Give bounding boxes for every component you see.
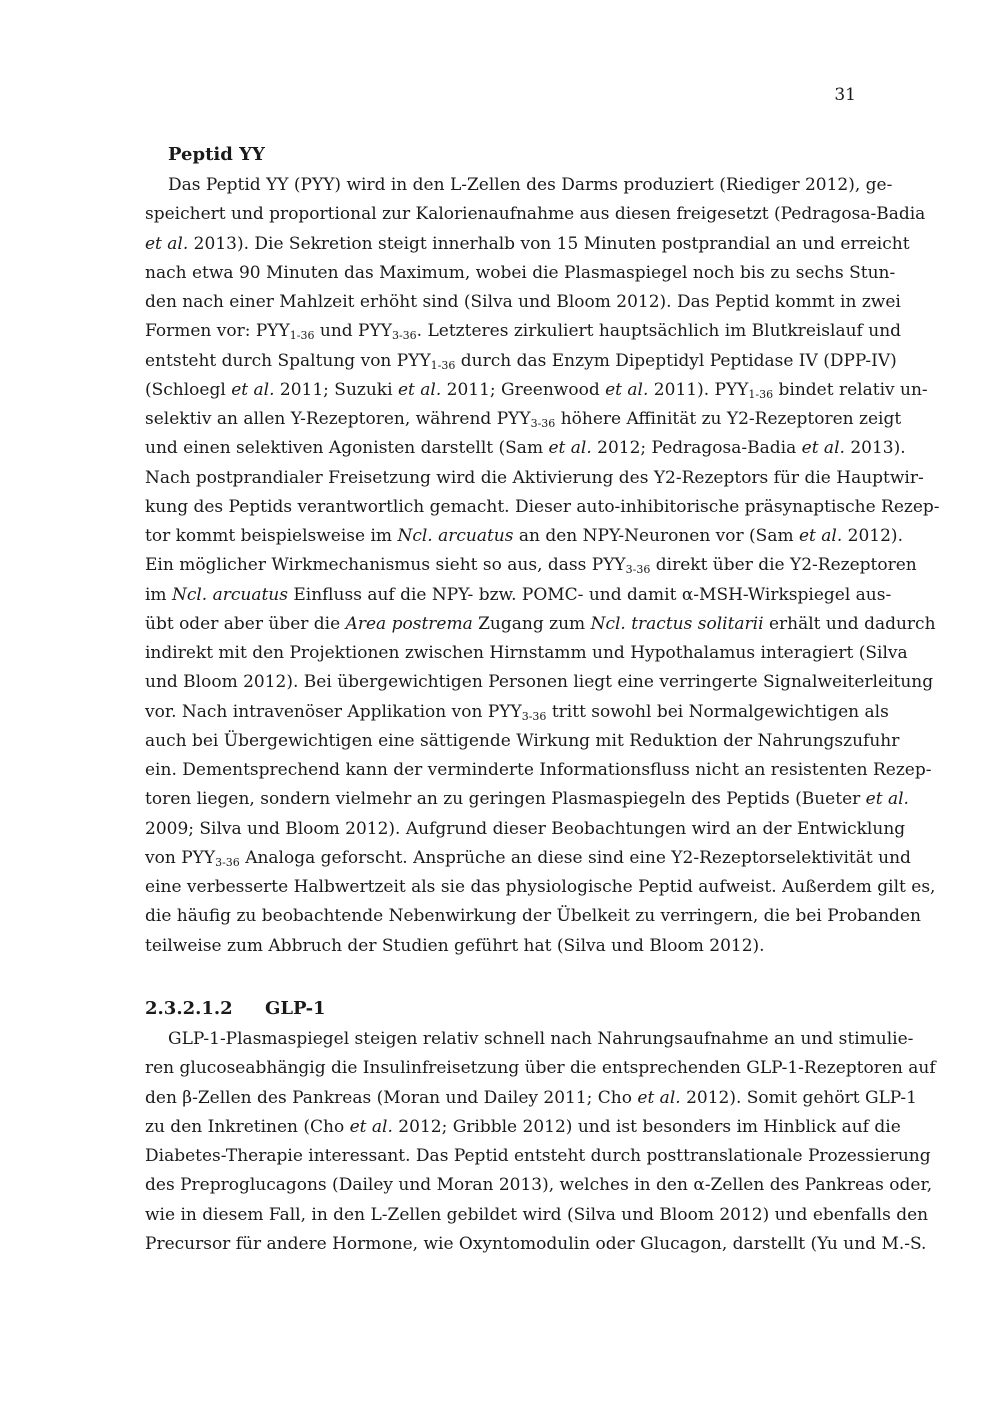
text-line: ren glucoseabhängig die Insulinfreisetzung über die entsprechenden GLP-1-Rezeptoren auf xyxy=(145,1058,936,1079)
text-line: entsteht durch Spaltung von $PYY_{1-36}$ durch das Enzym Dipeptidyl Peptidase IV (DPP-IV) xyxy=(145,350,897,372)
text-line: tor kommt beispielsweise im Ncl. arcuatus an den NPY-Neuronen vor (Sam et al. 2012). xyxy=(145,526,903,546)
section-title: GLP-1 xyxy=(265,998,326,1019)
text-line: Formen vor: $PYY_{1-36}$ und $PYY_{3-36}$. Letzteres zirkuliert hauptsächlich im Blutkreislauf und xyxy=(145,321,902,343)
text-line: nach etwa 90 Minuten das Maximum, wobei die Plasmaspiegel noch bis zu sechs Stun- xyxy=(145,262,896,283)
text-line: des Preproglucagons (Dailey und Moran 2013), welches in den α-Zellen des Pankreas oder, xyxy=(145,1175,933,1196)
text-line: kung des Peptids verantwortlich gemacht. Dieser auto-inhibitorische präsynaptische Rezep- xyxy=(145,496,940,517)
text-line: selektiv an allen Y-Rezeptoren, während $PYY_{3-36}$ höhere Affinität zu Y2-Rezeptoren zeigt xyxy=(145,409,902,430)
text-line: im Ncl. arcuatus Einfluss auf die NPY- bzw. POMC- und damit α-MSH-Wirkspiegel aus- xyxy=(145,584,892,605)
section-number: 2.3.2.1.2 xyxy=(145,998,233,1019)
text-line: auch bei Übergewichtigen eine sättigende Wirkung mit Reduktion der Nahrungszufuhr xyxy=(145,730,900,751)
text-line: den nach einer Mahlzeit erhöht sind (Silva und Bloom 2012). Das Peptid kommt in zwei xyxy=(145,292,901,312)
paragraph-peptid-yy xyxy=(145,171,940,961)
text-line: indirekt mit den Projektionen zwischen Hirnstamm und Hypothalamus interagiert (Silva xyxy=(145,643,908,663)
text-line: GLP-1-Plasmaspiegel steigen relativ schnell nach Nahrungsaufnahme an und stimulie- xyxy=(168,1029,914,1049)
text-line: von $PYY_{3-36}$ Analoga geforscht. Ansprüche an diese sind eine Y2-Rezeptorselektivität und xyxy=(145,847,911,869)
text-line: übt oder aber über die Area postrema Zugang zum Ncl. tractus solitarii erhält und dadurch xyxy=(145,613,936,634)
text-line: zu den Inkretinen (Cho et al. 2012; Gribble 2012) und ist besonders im Hinblick auf die xyxy=(145,1116,901,1137)
text-line: Das Peptid YY (PYY) wird in den L-Zellen des Darms produziert (Riediger 2012), ge- xyxy=(168,175,893,195)
text-line: Diabetes-Therapie interessant. Das Peptid entsteht durch posttranslationale Prozessierung xyxy=(145,1146,931,1166)
text-line: (Schloegl et al. 2011; Suzuki et al. 2011; Greenwood et al. 2011). $PYY_{1-36}$ bindet relativ un- xyxy=(145,379,928,401)
section-heading-peptid-yy: Peptid YY xyxy=(168,144,265,165)
text-line: und Bloom 2012). Bei übergewichtigen Personen liegt eine verringerte Signalweiterleitung xyxy=(145,672,934,693)
paragraph-glp1 xyxy=(145,1025,936,1259)
text-line: den β-Zellen des Pankreas (Moran und Dailey 2011; Cho et al. 2012). Somit gehört GLP-1 xyxy=(145,1087,917,1108)
text-line: wie in diesem Fall, in den L-Zellen gebildet wird (Silva und Bloom 2012) und ebenfalls den xyxy=(145,1204,929,1225)
text-line: et al. 2013). Die Sekretion steigt innerhalb von 15 Minuten postprandial an und erreicht xyxy=(145,233,910,254)
page-number: 31 xyxy=(834,85,856,105)
text-line: vor. Nach intravenöser Applikation von $PYY_{3-36}$ tritt sowohl bei Normalgewichtigen als xyxy=(145,701,889,723)
text-line: ein. Dementsprechend kann der verminderte Informationsfluss nicht an resistenten Rezep- xyxy=(145,760,932,780)
text-line: eine verbesserte Halbwertzeit als sie das physiologische Peptid aufweist. Außerdem gilt es, xyxy=(145,877,936,897)
text-line: speichert und proportional zur Kalorienaufnahme aus diesen freigesetzt (Pedragosa-Badia xyxy=(145,204,926,225)
text-line: teilweise zum Abbruch der Studien geführt hat (Silva und Bloom 2012). xyxy=(145,935,765,956)
text-line: toren liegen, sondern vielmehr an zu geringen Plasmaspiegeln des Peptids (Bueter et al. xyxy=(145,789,909,810)
text-line: Ein möglicher Wirkmechanismus sieht so aus, dass $PYY_{3-36}$ direkt über die Y2-Rezeptoren xyxy=(145,555,917,577)
text-line: Nach postprandialer Freisetzung wird die Aktivierung des Y2-Rezeptors für die Hauptwir- xyxy=(145,467,924,488)
text-line: die häufig zu beobachtende Nebenwirkung der Übelkeit zu verringern, die bei Probanden xyxy=(145,906,921,927)
text-line: 2009; Silva und Bloom 2012). Aufgrund dieser Beobachtungen wird an der Entwicklung xyxy=(145,818,906,839)
section-heading-glp1 xyxy=(145,998,326,1019)
text-line: Precursor für andere Hormone, wie Oxyntomodulin oder Glucagon, darstellt (Yu und M.-S. xyxy=(145,1233,927,1254)
text-line: und einen selektiven Agonisten darstellt (Sam et al. 2012; Pedragosa-Badia et al. 2013). xyxy=(145,438,906,459)
